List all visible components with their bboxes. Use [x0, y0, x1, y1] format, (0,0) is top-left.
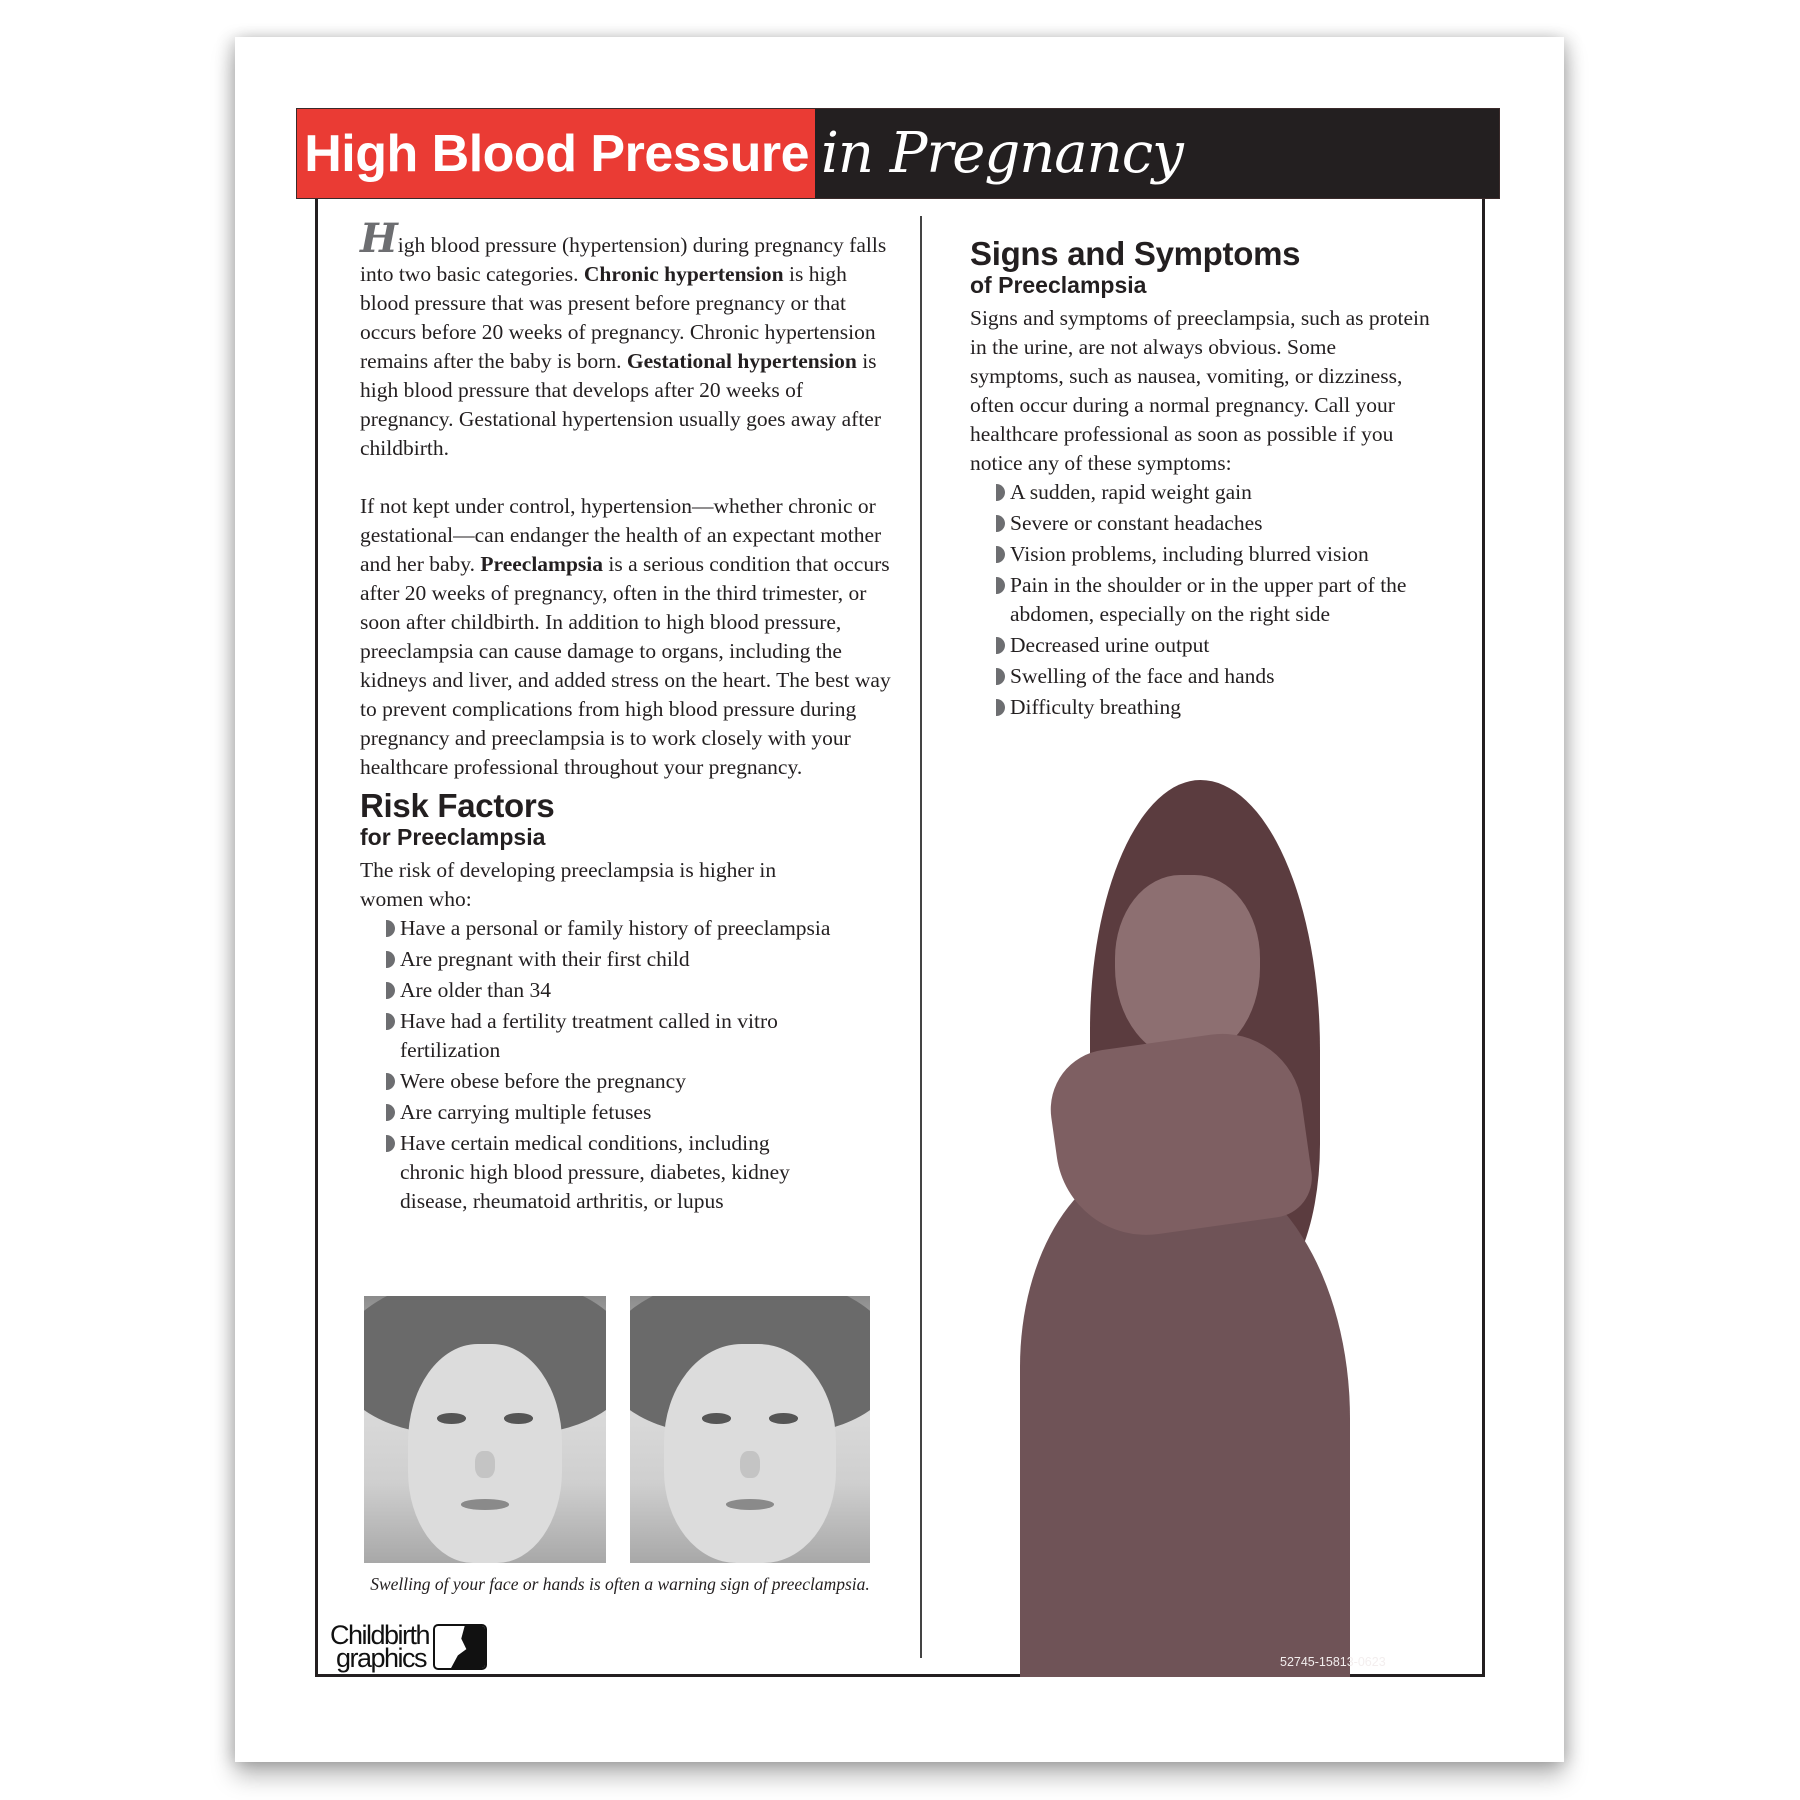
- half-circle-bullet-icon: [996, 484, 1005, 501]
- left-column: [360, 215, 900, 1218]
- risk-factors-list: [360, 914, 836, 1216]
- childbirth-graphics-logo: [330, 1620, 487, 1673]
- half-circle-bullet-icon: [996, 515, 1005, 532]
- list-item: Decreased urine output: [996, 631, 1436, 660]
- half-circle-bullet-icon: [386, 1013, 395, 1030]
- page-title-script: in Pregnancy: [821, 121, 1183, 186]
- face-photo-swollen: [630, 1296, 870, 1563]
- list-item: Were obese before the pregnancy: [386, 1067, 836, 1096]
- list-item: Have certain medical conditions, including chronic high blood pressure, diabetes, kidney disease, rheumatoid arthritis, or lupus: [386, 1129, 836, 1216]
- signs-symptoms-heading: Signs and Symptoms: [970, 235, 1301, 272]
- dropcap: H: [360, 215, 398, 262]
- half-circle-bullet-icon: [386, 1135, 395, 1152]
- list-item: Pain in the shoulder or in the upper part of the abdomen, especially on the right side: [996, 571, 1436, 629]
- photo-caption: Swelling of your face or hands is often a warning sign of preeclampsia.: [370, 1574, 870, 1594]
- list-item: Difficulty breathing: [996, 693, 1436, 722]
- risk-factors-lead: The risk of developing preeclampsia is higher in women who:: [360, 858, 777, 911]
- risk-factors-subheading: for Preeclampsia: [360, 824, 546, 850]
- half-circle-bullet-icon: [996, 637, 1005, 654]
- half-circle-bullet-icon: [386, 1073, 395, 1090]
- woman-photo: [950, 780, 1420, 1677]
- half-circle-bullet-icon: [386, 951, 395, 968]
- signs-symptoms-list: [970, 478, 1436, 722]
- logo-line-2: graphics: [336, 1643, 427, 1673]
- risk-factors-heading: Risk Factors: [360, 787, 555, 824]
- intro-paragraph-2: If not kept under control, hypertension—whether chronic or gestational—can endanger the health of an expectant mother and her baby. Preeclampsia is a serious condition that occurs after 20 weeks of pregnancy, often in the third trimester, or soon after childbirth. In addition to high blood pressure, preeclampsia can cause damage to organs, including the kidneys and liver, and added stress on the heart. The best way to prevent complications from high blood pressure during pregnancy and preeclampsia is to work closely with your healthcare professional throughout your pregnancy.: [360, 494, 891, 779]
- title-banner-dark: [815, 109, 1499, 198]
- page-title: High Blood Pressure: [304, 124, 809, 183]
- face-photo-normal: [364, 1296, 606, 1563]
- half-circle-bullet-icon: [386, 920, 395, 937]
- right-column: [970, 236, 1440, 724]
- list-item: A sudden, rapid weight gain: [996, 478, 1436, 507]
- list-item: Have had a fertility treatment called in vitro fertilization: [386, 1007, 836, 1065]
- logo-line-1: Childbirth: [330, 1620, 430, 1650]
- list-item: Severe or constant headaches: [996, 509, 1436, 538]
- list-item: Have a personal or family history of preeclampsia: [386, 914, 836, 943]
- title-banner-red: [297, 109, 815, 198]
- list-item: Are carrying multiple fetuses: [386, 1098, 836, 1127]
- half-circle-bullet-icon: [996, 699, 1005, 716]
- list-item: Are older than 34: [386, 976, 836, 1005]
- half-circle-bullet-icon: [996, 668, 1005, 685]
- half-circle-bullet-icon: [996, 577, 1005, 594]
- product-code: 52745-15813-0623: [1280, 1655, 1386, 1669]
- column-divider: [920, 216, 922, 1658]
- intro-paragraph-1: High blood pressure (hypertension) during pregnancy falls into two basic categories. Chronic hypertension is high blood pressure that was present before pregnancy or that occurs before 20 weeks of pregnancy. Chronic hypertension remains after the baby is born. Gestational hypertension is high blood pressure that develops after 20 weeks of pregnancy. Gestational hypertension usually goes away after childbirth.: [360, 215, 887, 460]
- list-item: Vision problems, including blurred vision: [996, 540, 1436, 569]
- list-item: Swelling of the face and hands: [996, 662, 1436, 691]
- half-circle-bullet-icon: [996, 546, 1005, 563]
- half-circle-bullet-icon: [386, 1104, 395, 1121]
- half-circle-bullet-icon: [386, 982, 395, 999]
- title-banner: [296, 108, 1500, 199]
- signs-symptoms-lead: Signs and symptoms of preeclampsia, such as protein in the urine, are not always obvious. Some symptoms, such as nausea, vomiting, or dizziness, often occur during a normal pregnancy. Call your healthcare professional as soon as possible if you notice any of these symptoms:: [970, 306, 1430, 475]
- list-item: Are pregnant with their first child: [386, 945, 836, 974]
- signs-symptoms-subheading: of Preeclampsia: [970, 272, 1147, 298]
- mother-child-icon: [433, 1624, 487, 1670]
